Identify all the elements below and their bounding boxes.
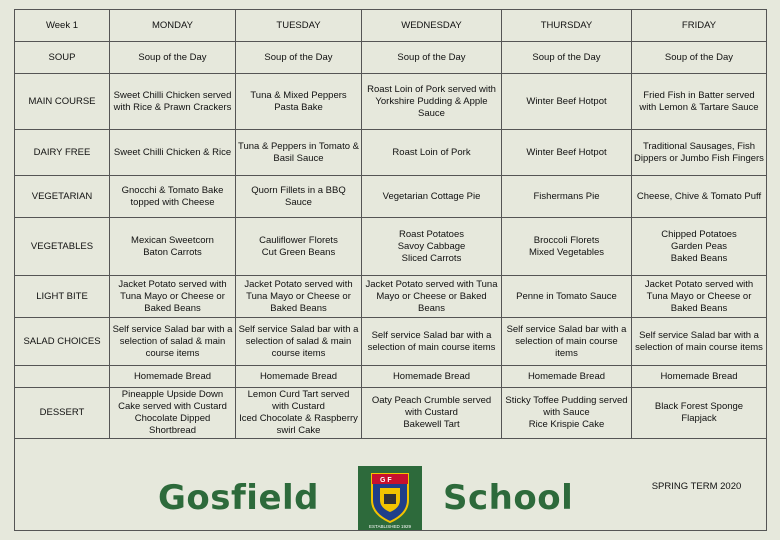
- week-label: Week 1: [15, 10, 110, 42]
- menu-cell-vegetables-friday: Chipped Potatoes Garden Peas Baked Beans: [632, 218, 767, 276]
- menu-cell-soup-thursday: Soup of the Day: [502, 42, 632, 74]
- menu-cell-dairy-free-monday: Sweet Chilli Chicken & Rice: [110, 130, 236, 176]
- menu-cell-salad-choices-monday: Self service Salad bar with a selection of salad & main course items: [110, 318, 236, 366]
- menu-cell-light-bite-tuesday: Jacket Potato served with Tuna Mayo or Cheese or Baked Beans: [236, 276, 362, 318]
- row-label-light-bite: LIGHT BITE: [15, 276, 110, 318]
- menu-cell-dessert-thursday: Sticky Toffee Pudding served with Sauce Rice Krispie Cake: [502, 388, 632, 439]
- menu-cell-bread-wednesday: Homemade Bread: [362, 366, 502, 388]
- menu-cell-main-course-tuesday: Tuna & Mixed Peppers Pasta Bake: [236, 74, 362, 130]
- day-header-thursday: THURSDAY: [502, 10, 632, 42]
- row-label-soup: SOUP: [15, 42, 110, 74]
- menu-row: [15, 218, 767, 276]
- menu-row: [15, 366, 767, 388]
- day-header-friday: FRIDAY: [632, 10, 767, 42]
- row-label-dessert: DESSERT: [15, 388, 110, 439]
- menu-cell-dairy-free-thursday: Winter Beef Hotpot: [502, 130, 632, 176]
- menu-cell-light-bite-thursday: Penne in Tomato Sauce: [502, 276, 632, 318]
- menu-cell-salad-choices-wednesday: Self service Salad bar with a selection of main course items: [362, 318, 502, 366]
- row-label-salad-choices: SALAD CHOICES: [15, 318, 110, 366]
- menu-cell-light-bite-monday: Jacket Potato served with Tuna Mayo or Cheese or Baked Beans: [110, 276, 236, 318]
- menu-cell-main-course-friday: Fried Fish in Batter served with Lemon & Tartare Sauce: [632, 74, 767, 130]
- term-label: SPRING TERM 2020: [651, 480, 742, 492]
- menu-cell-main-course-wednesday: Roast Loin of Pork served with Yorkshire Pudding & Apple Sauce: [362, 74, 502, 130]
- menu-row: [15, 130, 767, 176]
- school-name-school: School: [443, 478, 574, 518]
- day-header-monday: MONDAY: [110, 10, 236, 42]
- menu-cell-soup-monday: Soup of the Day: [110, 42, 236, 74]
- menu-row: [15, 176, 767, 218]
- menu-cell-soup-tuesday: Soup of the Day: [236, 42, 362, 74]
- svg-text:G F: G F: [380, 477, 392, 484]
- row-label-main-course: MAIN COURSE: [15, 74, 110, 130]
- menu-cell-dairy-free-wednesday: Roast Loin of Pork: [362, 130, 502, 176]
- menu-cell-bread-tuesday: Homemade Bread: [236, 366, 362, 388]
- menu-row: [15, 388, 767, 439]
- school-name-gosfield: Gosfield: [158, 478, 320, 518]
- menu-cell-dairy-free-tuesday: Tuna & Peppers in Tomato & Basil Sauce: [236, 130, 362, 176]
- menu-cell-salad-choices-friday: Self service Salad bar with a selection of main course items: [632, 318, 767, 366]
- menu-cell-vegetarian-thursday: Fishermans Pie: [502, 176, 632, 218]
- header-row: [15, 10, 767, 42]
- row-label-dairy-free: DAIRY FREE: [15, 130, 110, 176]
- menu-cell-bread-monday: Homemade Bread: [110, 366, 236, 388]
- row-label-bread: [15, 366, 110, 388]
- menu-cell-dessert-friday: Black Forest Sponge Flapjack: [632, 388, 767, 439]
- day-header-wednesday: WEDNESDAY: [362, 10, 502, 42]
- menu-cell-salad-choices-tuesday: Self service Salad bar with a selection of salad & main course items: [236, 318, 362, 366]
- menu-cell-vegetables-wednesday: Roast Potatoes Savoy Cabbage Sliced Carrots: [362, 218, 502, 276]
- menu-cell-bread-thursday: Homemade Bread: [502, 366, 632, 388]
- menu-cell-vegetarian-wednesday: Vegetarian Cottage Pie: [362, 176, 502, 218]
- menu-cell-dairy-free-friday: Traditional Sausages, Fish Dippers or Jumbo Fish Fingers: [632, 130, 767, 176]
- menu-cell-dessert-monday: Pineapple Upside Down Cake served with Custard Chocolate Dipped Shortbread: [110, 388, 236, 439]
- row-label-vegetables: VEGETABLES: [15, 218, 110, 276]
- menu-cell-main-course-thursday: Winter Beef Hotpot: [502, 74, 632, 130]
- menu-cell-vegetables-thursday: Broccoli Florets Mixed Vegetables: [502, 218, 632, 276]
- menu-cell-soup-friday: Soup of the Day: [632, 42, 767, 74]
- menu-cell-light-bite-friday: Jacket Potato served with Tuna Mayo or Cheese or Baked Beans: [632, 276, 767, 318]
- crest-text: ESTABLISHED 1929: [369, 524, 411, 529]
- menu-row: [15, 318, 767, 366]
- menu-cell-bread-friday: Homemade Bread: [632, 366, 767, 388]
- menu-cell-dessert-tuesday: Lemon Curd Tart served with Custard Iced Chocolate & Raspberry swirl Cake: [236, 388, 362, 439]
- menu-row: [15, 74, 767, 130]
- menu-cell-salad-choices-thursday: Self service Salad bar with a selection of main course items: [502, 318, 632, 366]
- row-label-vegetarian: VEGETARIAN: [15, 176, 110, 218]
- menu-cell-vegetables-monday: Mexican Sweetcorn Baton Carrots: [110, 218, 236, 276]
- menu-row: [15, 276, 767, 318]
- menu-cell-vegetarian-friday: Cheese, Chive & Tomato Puff: [632, 176, 767, 218]
- school-crest-icon: [358, 466, 422, 530]
- menu-cell-vegetables-tuesday: Cauliflower Florets Cut Green Beans: [236, 218, 362, 276]
- menu-cell-light-bite-wednesday: Jacket Potato served with Tuna Mayo or Cheese or Baked Beans: [362, 276, 502, 318]
- menu-cell-dessert-wednesday: Oaty Peach Crumble served with Custard Bakewell Tart: [362, 388, 502, 439]
- menu-cell-main-course-monday: Sweet Chilli Chicken served with Rice & Prawn Crackers: [110, 74, 236, 130]
- menu-cell-vegetarian-monday: Gnocchi & Tomato Bake topped with Cheese: [110, 176, 236, 218]
- menu-cell-soup-wednesday: Soup of the Day: [362, 42, 502, 74]
- menu-cell-vegetarian-tuesday: Quorn Fillets in a BBQ Sauce: [236, 176, 362, 218]
- menu-row: [15, 42, 767, 74]
- day-header-tuesday: TUESDAY: [236, 10, 362, 42]
- menu-table: [14, 9, 767, 531]
